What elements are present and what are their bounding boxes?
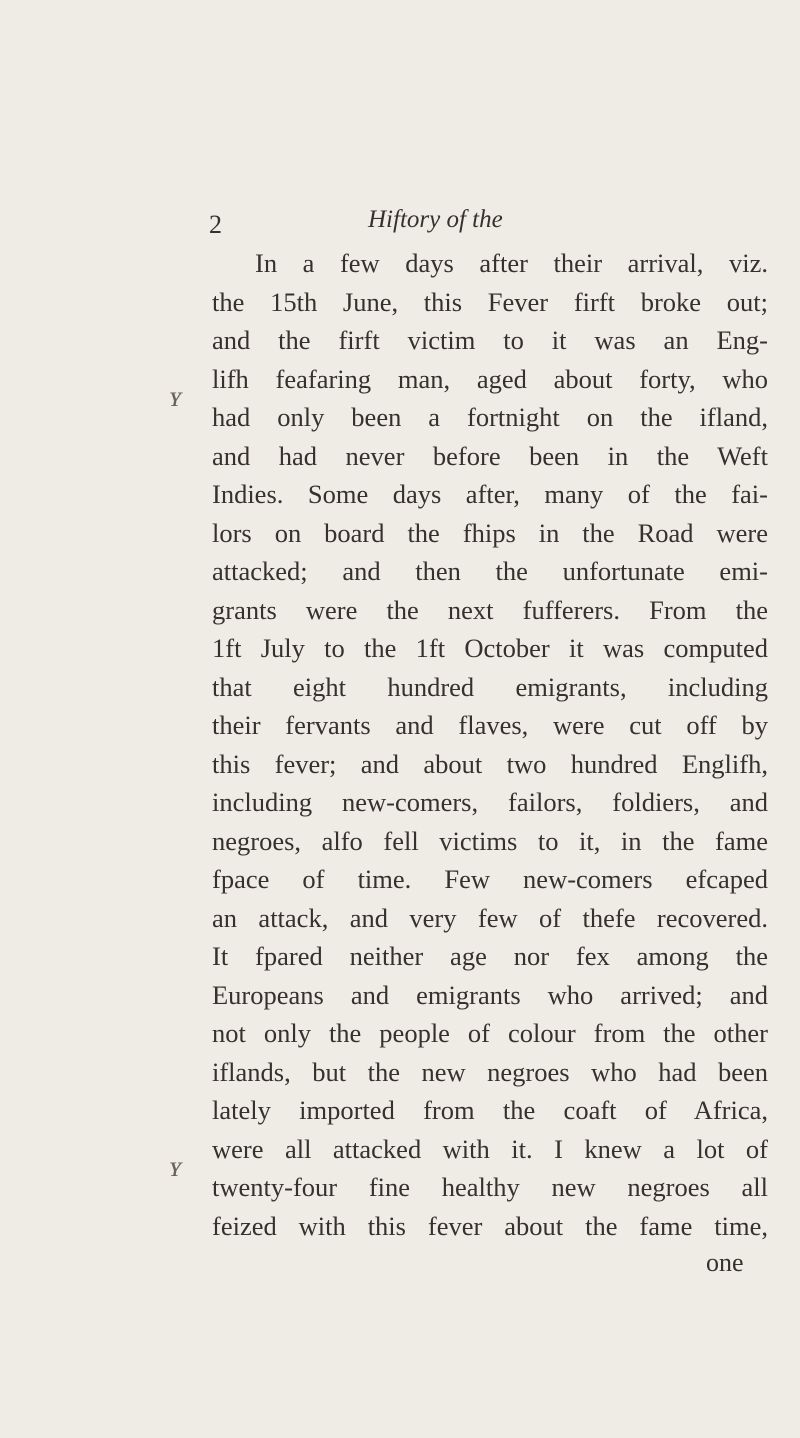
text-line: that eight hundred emigrants, including	[212, 671, 768, 702]
body-text	[212, 244, 768, 1245]
text-line: Indies. Some days after, many of the fai-	[212, 479, 768, 509]
page-number: 2	[209, 210, 222, 239]
text-line: lifh feafaring man, aged about forty, who	[212, 363, 768, 394]
margin-mark: ʏ	[170, 1150, 182, 1183]
text-line: grants were the next fufferers. From the	[212, 594, 768, 625]
text-line: iflands, but the new negroes who had been	[212, 1056, 768, 1087]
text-line: negroes, alfo fell victims to it, in the fame	[212, 825, 768, 856]
text-line: fpace of time. Few new-comers efcaped	[212, 864, 768, 894]
text-line: an attack, and very few of thefe recovered.	[212, 902, 768, 933]
text-line: lately imported from the coaft of Africa,	[212, 1095, 768, 1125]
text-line: attacked; and then the unfortunate emi-	[212, 556, 768, 586]
text-line: It fpared neither age nor fex among the	[212, 941, 768, 971]
text-line: had only been a fortnight on the ifland,	[212, 402, 768, 432]
text-line: twenty-four fine healthy new negroes all	[212, 1172, 768, 1202]
text-line: not only the people of colour from the other	[212, 1018, 768, 1048]
margin-mark: ʏ	[170, 380, 182, 413]
text-line: the 15th June, this Fever firft broke out;	[212, 286, 768, 317]
text-line: Europeans and emigrants who arrived; and	[212, 979, 768, 1010]
text-line: 1ft July to the 1ft October it was computed	[212, 633, 768, 663]
catchword: one	[706, 1248, 744, 1277]
text-line: including new-comers, failors, foldiers, and	[212, 787, 768, 817]
text-line: were all attacked with it. I knew a lot of	[212, 1133, 768, 1164]
text-line: their fervants and flaves, were cut off by	[212, 710, 768, 740]
text-line: and the firft victim to it was an Eng-	[212, 325, 768, 355]
text-line: and had never before been in the Weft	[212, 440, 768, 471]
text-line: lors on board the fhips in the Road were	[212, 517, 768, 548]
text-line: In a few days after their arrival, viz.	[255, 248, 768, 278]
text-line: this fever; and about two hundred Englifh,	[212, 748, 768, 779]
text-line: feized with this fever about the fame time,	[212, 1210, 768, 1241]
running-title: Hiftory of the	[368, 206, 503, 233]
